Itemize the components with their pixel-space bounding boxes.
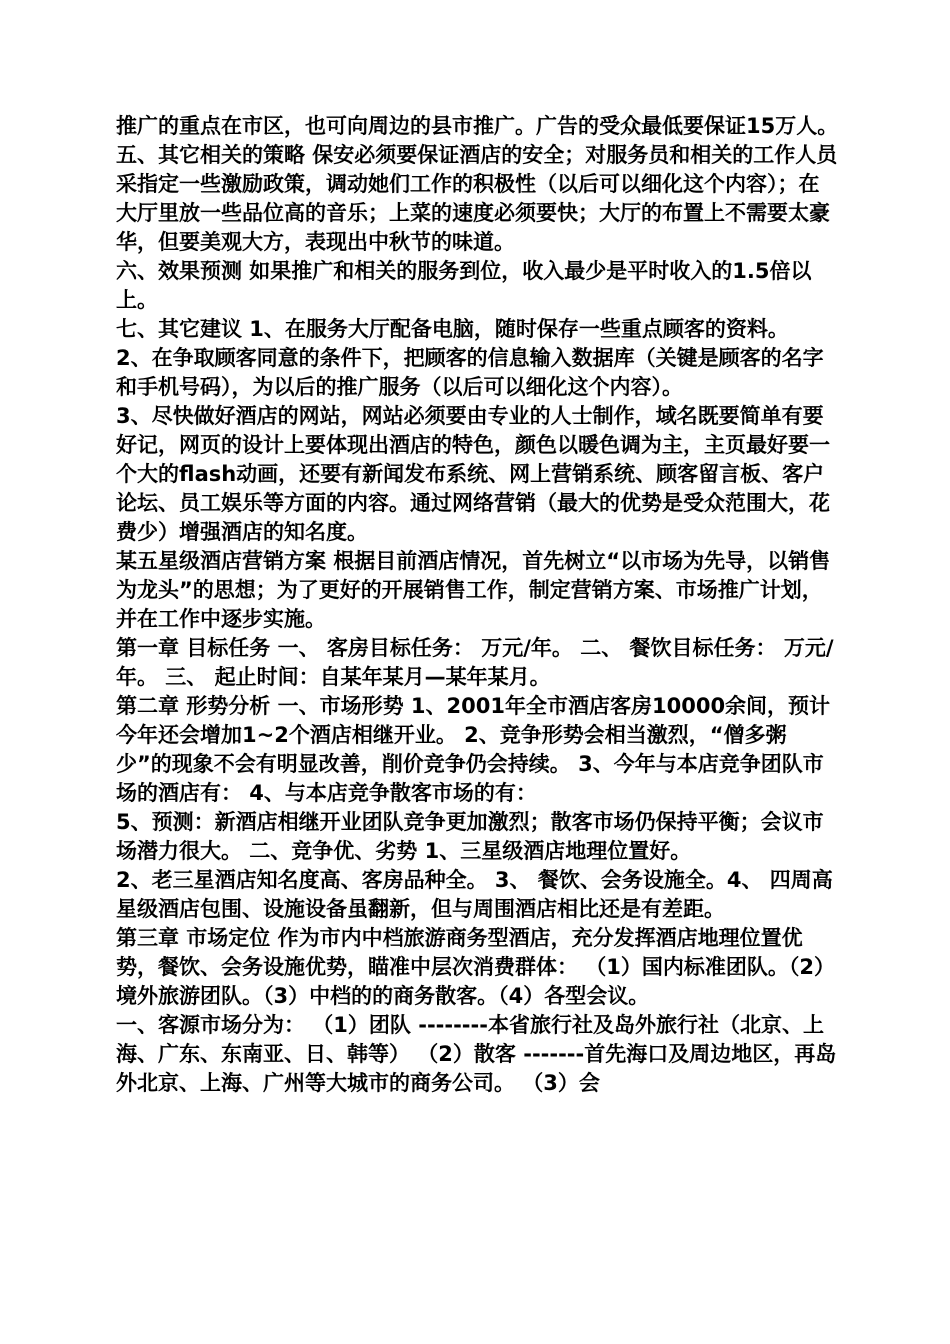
paragraph-source-markets: 一、客源市场分为： （1）团队 --------本省旅行社及岛外旅行社（北京、上海、广东、东南亚、日、韩等） （2）散客 -------首先海口及周边地区，再岛外北京、上海、广州等大城市的商务公司。 （3）会 (116, 1013, 837, 1095)
paragraph-customer-database: 2、在争取顾客同意的条件下，把顾客的信息输入数据库（关键是顾客的名字和手机号码），为以后的推广服务（以后可以细化这个内容）。 (116, 346, 824, 399)
document-body (116, 112, 840, 1098)
paragraph-effect-forecast: 六、效果预测 如果推广和相关的服务到位，收入最少是平时收入的1.5倍以上。 (116, 259, 812, 312)
paragraph-chapter-three-positioning: 第三章 市场定位 作为市内中档旅游商务型酒店，充分发挥酒店地理位置优势，餐饮、会务设施优势，瞄准中层次消费群体： （1）国内标准团队。（2）境外旅游团队。（3）中档的的商务散客。（4）各型会议。 (116, 926, 836, 1008)
paragraph-chapter-two-analysis: 第二章 形势分析 一、市场形势 1、2001年全市酒店客房10000余间，预计今年还会增加1~2个酒店相继开业。 2、竞争形势会相当激烈，“僧多粥少”的现象不会有明显改善，削价竞争仍会持续。 3、今年与本店竞争团队市场的酒店有： 4、与本店竞争散客市场的有： (116, 694, 831, 805)
paragraph-chapter-one-targets: 第一章 目标任务 一、 客房目标任务： 万元/年。 二、 餐饮目标任务： 万元/年。 三、 起止时间：自某年某月—某年某月。 (116, 636, 834, 689)
paragraph-hotel-website: 3、尽快做好酒店的网站，网站必须要由专业的人士制作，域名既要简单有要好记，网页的设计上要体现出酒店的特色，颜色以暖色调为主，主页最好要一个大的flash动画，还要有新闻发布系统、网上营销系统、顾客留言板、客户论坛、员工娱乐等方面的内容。通过网络营销（最大的优势是受众范围大，花费少）增强酒店的知名度。 (116, 404, 830, 544)
paragraph-forecast-advantages: 5、预测：新酒店相继开业团队竞争更加激烈；散客市场仍保持平衡；会议市场潜力很大。 二、竞争优、劣势 1、三星级酒店地理位置好。 (116, 810, 824, 863)
paragraph-other-suggestions: 七、其它建议 1、在服务大厅配备电脑，随时保存一些重点顾客的资料。 (116, 317, 789, 341)
paragraph-other-strategies: 五、其它相关的策略 保安必须要保证酒店的安全；对服务员和相关的工作人员采指定一些激励政策，调动她们工作的积极性（以后可以细化这个内容）；在大厅里放一些品位高的音乐；上菜的速度必须要快；大厅的布置上不需要太豪华，但要美观大方，表现出中秋节的味道。 (116, 143, 838, 254)
paragraph-reputation-facilities: 2、老三星酒店知名度高、客房品种全。 3、 餐饮、会务设施全。4、 四周高星级酒店包围、设施设备虽翻新，但与周围酒店相比还是有差距。 (116, 868, 833, 921)
paragraph-advertising-audience: 推广的重点在市区，也可向周边的县市推广。广告的受众最低要保证15万人。 (116, 114, 839, 138)
paragraph-five-star-plan: 某五星级酒店营销方案 根据目前酒店情况，首先树立“以市场为先导，以销售为龙头”的思想；为了更好的开展销售工作，制定营销方案、市场推广计划，并在工作中逐步实施。 (116, 549, 831, 631)
